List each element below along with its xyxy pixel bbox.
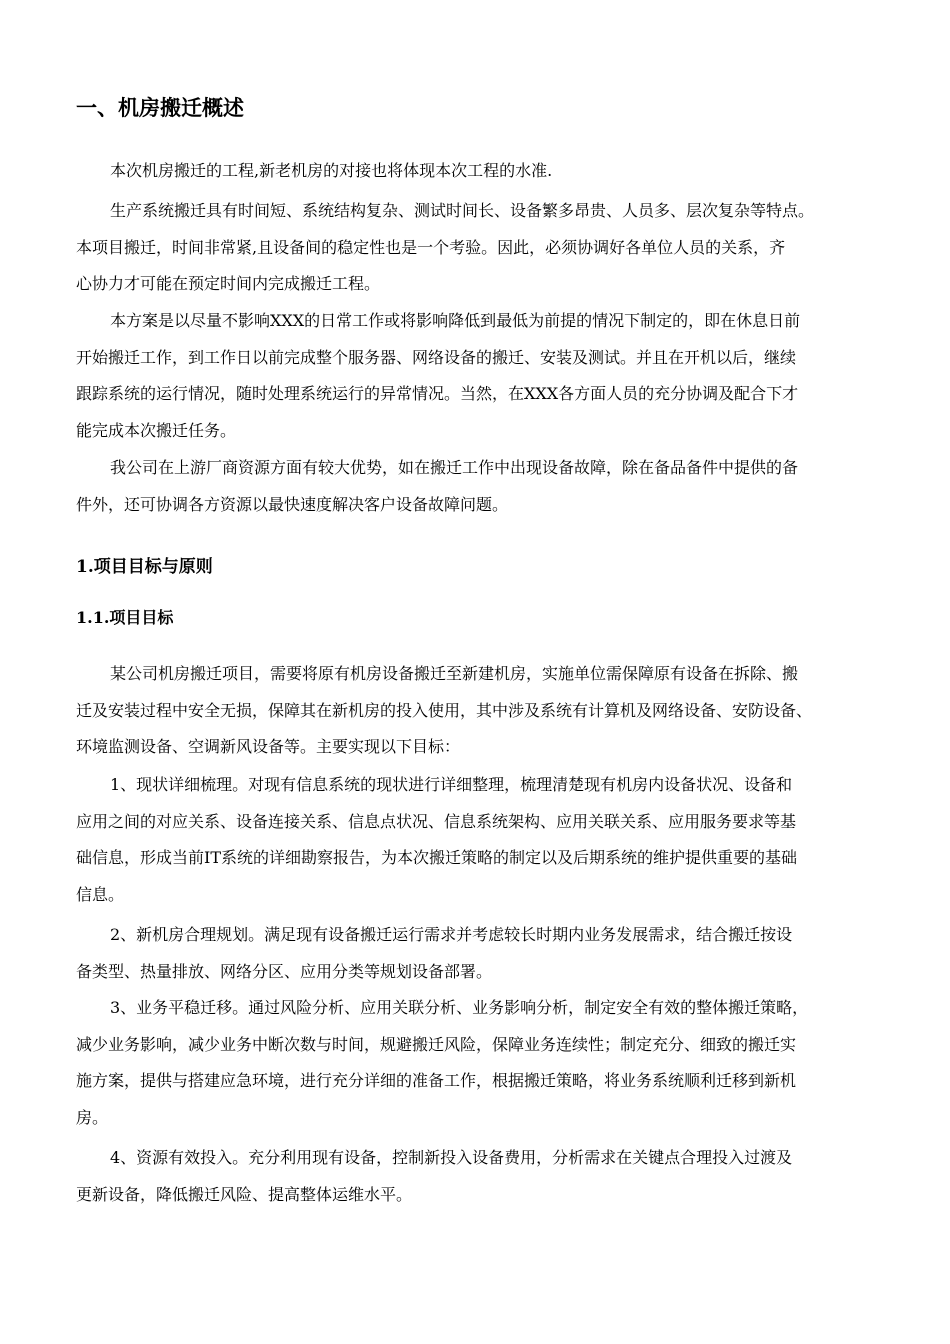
- text-line: 件外，还可协调各方资源以最快速度解决客户设备故障问题。: [76, 494, 509, 514]
- text-line: 环境监测设备、空调新风设备等。主要实现以下目标：: [76, 737, 461, 756]
- objectives-paragraph-intro: [76, 656, 906, 766]
- text-line: 房。: [76, 1107, 109, 1127]
- text-line: 我公司在上游厂商资源方面有较大优势，如在搬迁工作中出现设备故障，除在备品备件中提供的备: [110, 458, 799, 477]
- text-line: 跟踪系统的运行情况，随时处理系统运行的异常情况。当然，在XXX各方面人员的充分协调及配合下才: [76, 384, 799, 403]
- intro-paragraph-3: [76, 303, 906, 449]
- text-line: 本次机房搬迁的工程,新老机房的对接也将体现本次工程的水准.: [110, 161, 553, 180]
- text-line: 心协力才可能在预定时间内完成搬迁工程。: [76, 274, 381, 293]
- text-line: 更新设备，降低搬迁风险、提高整体运维水平。: [76, 1184, 413, 1204]
- text-line: 2、新机房合理规划。满足现有设备搬迁运行需求并考虑较长时期内业务发展需求，结合搬迁按设: [110, 925, 793, 944]
- text-line: 迁及安装过程中安全无损，保障其在新机房的投入使用，其中涉及系统有计算机及网络设备、安防设备、: [76, 700, 813, 720]
- text-line: 应用之间的对应关系、设备连接关系、信息点状况、信息系统架构、应用关联关系、应用服务要求等基: [76, 811, 797, 831]
- text-line: 生产系统搬迁具有时间短、系统结构复杂、测试时间长、设备繁多昂贵、人员多、层次复杂等特点。: [110, 201, 815, 220]
- text-line: 某公司机房搬迁项目，需要将原有机房设备搬迁至新建机房，实施单位需保障原有设备在拆除、搬: [110, 664, 799, 683]
- text-line: 开始搬迁工作，到工作日以前完成整个服务器、网络设备的搬迁、安装及测试。并且在开机以后，继续: [76, 347, 797, 367]
- text-line: 3、业务平稳迁移。通过风险分析、应用关联分析、业务影响分析，制定安全有效的整体搬迁策略，: [110, 998, 809, 1017]
- text-line: 施方案，提供与搭建应急环境，进行充分详细的准备工作，根据搬迁策略，将业务系统顺利迁移到新机: [76, 1071, 797, 1090]
- text-line: 础信息，形成当前IT系统的详细勘察报告，为本次搬迁策略的制定以及后期系统的维护提供重要的基础: [76, 848, 797, 867]
- text-line: 1、现状详细梳理。对现有信息系统的现状进行详细整理，梳理清楚现有机房内设备状况、设备和: [110, 775, 793, 794]
- objective-item-4: [76, 1140, 906, 1213]
- objective-item-2: [76, 917, 906, 990]
- objective-item-1: [76, 767, 906, 913]
- intro-paragraph-1: [76, 153, 906, 190]
- text-line: 本项目搬迁，时间非常紧,且设备间的稳定性也是一个考验。因此，必须协调好各单位人员的关系，齐: [76, 237, 786, 257]
- objective-item-3: [76, 990, 906, 1136]
- text-line: 减少业务影响，减少业务中断次数与时间，规避搬迁风险，保障业务连续性；制定充分、细致的搬迁实: [76, 1034, 797, 1054]
- section-1-1-title: 1.1.项目目标: [76, 608, 174, 627]
- intro-paragraph-4: [76, 450, 906, 523]
- text-line: 备类型、热量排放、网络分区、应用分类等规划设备部署。: [76, 961, 493, 981]
- text-line: 信息。: [76, 884, 125, 904]
- heading-main: 一、机房搬迁概述: [76, 96, 244, 120]
- section-1-title: 1.项目目标与原则: [76, 557, 213, 577]
- text-line: 能完成本次搬迁任务。: [76, 420, 237, 440]
- text-line: 4、资源有效投入。充分利用现有设备，控制新投入设备费用，分析需求在关键点合理投入过渡及: [110, 1148, 793, 1167]
- intro-paragraph-2: [76, 193, 906, 303]
- text-line: 本方案是以尽量不影响XXX的日常工作或将影响降低到最低为前提的情况下制定的，即在休息日前: [110, 311, 801, 330]
